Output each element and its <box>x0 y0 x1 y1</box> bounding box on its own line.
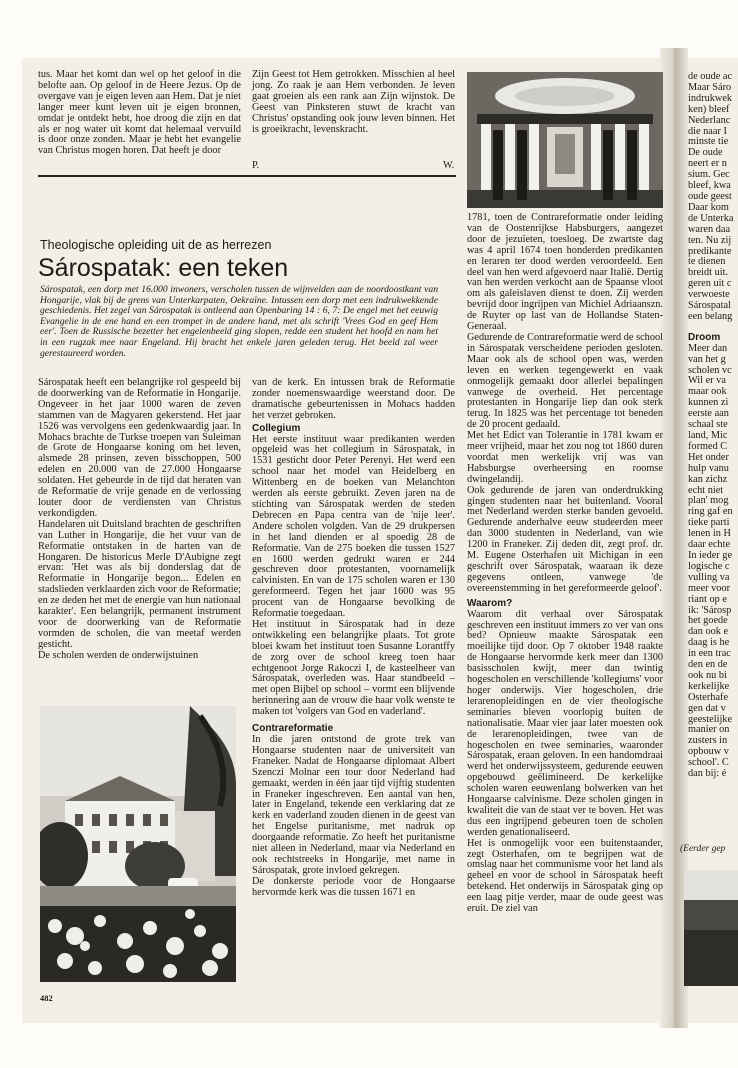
paragraph: Het eerste instituut waar predikanten werden opgeleid was het collegium in Sárospatak, in 1531 gesticht door Peter Perenyi. Het werd een school naar het model van Heidelberg en Wittenberg en de boeken van Melanchton werden als eerste gebruikt. Zeven jaren na de stichting van Sárospatak werden de steden Debrecen en Papa centra van de 'nije leer'. Andere scholen volgden. Van de 29 drukpersen in het land dienden er al spoedig 28 de Reformatie. Van de 275 boeken die tussen 1527 en 1600 werden gedrukt waren er 244 geschreven door protestanten, voornamelijk calvinisten. En van de 175 scholen waren er 130 gereformeerd. Tegen het jaar 1600 was 95 procent van de Hongaarse bevolking de Reformatie toegedaan. <box>252 433 455 620</box>
paragraph: Gedurende de Contrareformatie werd de school in Sárospatak verscheidene perioden gesloten. Maar ook als de school open was, werden leven en werken tegengewerkt en vaak onmogelijk gemaakt door allerlei bepalingen vanwege de overheid. Het percentage protestanten in Hongarije liep dan ook sterk terug. In 1825 was het percentage tot beneden de 20 procent gedaald. <box>467 331 663 431</box>
article-divider <box>38 175 456 177</box>
article-col1 <box>38 378 241 662</box>
article-col3 <box>467 213 663 915</box>
subheading-contrareformatie: Contrareformatie <box>252 723 334 735</box>
signature-left: P. <box>252 160 260 171</box>
paragraph: Waarom dit verhaal over Sárospatak geschreven een instituut immers zo ver van ons bed? Opnieuw maakte Sárospatak een moeilijke tijd door. Op 7 oktober 1948 raakte de Hongaarse hervormde kerk meer dan 1300 basisscholen kwijt, meer dan twintig hogescholen en verschillende 'kollegiums' voor hoger onderwijs. Vier hogescholen, drie lerarenopleidingen en de vier theologische seminaries bleven voorlopig buiten de nationalisatie. Maar vier jaar later moesten ook de lerarenopleidingen, twee van de hogescholen en twee seminaries, waaronder Sárospatak, eraan geloven. In een handomdraai werd het onderwijssysteem, gedurende eeuwen opgebouwd geëlimineerd. De kerkelijke scholen waren eeuwenlang bolwerken van het Hongaarse calvinisme. Deze scholen gingen in kwaliteit die van de staat ver te boven. Het was dus een ingrijpend gebeuren toen de scholen werden genationaliseerd. <box>467 608 663 838</box>
paragraph: De donkerste periode voor de Hongaarse hervormde kerk was die tussen 1671 en <box>252 875 455 898</box>
school-building-photo <box>40 706 236 982</box>
paragraph: Het instituut in Sárospatak had in deze ontwikkeling een belangrijke plaats. Tot grote bloei kwam het instituut toen Susanne Lorantffy de zorg over de school kreeg toen haar echtgenoot Jorge Rakoczi I, de kasteelheer van Sárospatak, overleden was. Haar standbeeld – met open Bijbel op school – vormt een blijvende herinnering aan de vrouw die haar volk wenste te maken tot 'volgers van God en vaderland'. <box>252 618 456 718</box>
paragraph: Handelaren uit Duitsland brachten de geschriften van Luther in Hongarije, die het vuur van de Reformatie ontstaken in de harten van de Hongaren. De historicus Merle D'Aubigne zegt ervan: 'Het was als bij donderslag dat de Reformatie in Hongarije begon... Edelen en stadslieden verklaarden zich voor de Reformatie; en ze deden het met de energie van hun nationaal karakter'. Een belangrijk, permanent instrument voor de doorwerking van de Reformatie vormden de scholen, die van meetaf werden gesticht. <box>38 518 241 650</box>
previous-article-col2 <box>252 70 455 135</box>
article-col2 <box>252 378 455 899</box>
landscape-photo <box>684 870 738 986</box>
paragraph: Sárospatak heeft een belangrijke rol gespeeld bij de doorwerking van de Reformatie in Hongarije. Ongeveer in het jaar 1000 waren de zeven stammen van de Magyaren gekerstend. Het jaar 1526 was vervolgens een gedenkwaardig jaar. In Mohacs brachte de Turkse troepen van Suleiman de Grote de Hongaarse koning om het leven, alsmede 28 prinsen, zeven bisschoppen, 500 edelen en 20.000 van de 27.000 Hongaarse soldaten. Het gebeurde in de tijd dat heraten van de Reformatie de vrije genade en de verlossing louter door de verdiensten van Christus verkondigden. <box>38 377 241 519</box>
page-number: 482 <box>40 993 53 1003</box>
headline: Sárospatak: een teken <box>38 254 289 282</box>
paragraph: Met het Edict van Tolerantie in 1781 kwam er meer vrijheid, maar het zou nog tot 1860 duren voordat men werkelijk vrij was van Habsburgse overheersing en roomse dwingelandij. <box>467 430 663 485</box>
paragraph: Ook gedurende de jaren van onderdrukking gingen studenten naar het buitenland. Vooral met Nederland werden sterke banden gevoeld. Gedurende anderhalve eeuw studeerden meer dan 3000 studenten in Nederland, van wie 1200 in Franeker. Zij deden dit, zegt prof. dr. M. Eugene Osterhafen uit Michigan in een geschrift over Sárospatak, waaraan ik deze gegevens ontleen, vanwege 'de overeenstemming in het gereformeerde geloof'. <box>467 484 663 594</box>
previous-article-text-2: Zijn Geest tot Hem getrokken. Misschien al heel jong. Zo raak je aan Hem verbonden. Je leven gaat groeien als een rank aan Zijn wijnstok. De Geest van Pinksteren stuwt de kracht van Christus' opstanding ook jouw leven binnen. Het is groeikracht, levenskracht. <box>252 69 455 135</box>
intro-paragraph: Sárospatak, een dorp met 16.000 inwoners, verscholen tussen de wijnvelden aan de noordoostkant van Hongarije, vlak bij de grens van Unterkarpaten, Oekraïne. Intussen een dorp met een indrukwekkende geschiedenis. Het zegel van Sárospatak is ontleend aan Openbaring 14 : 6, 7: De engel met het eeuwig Evangelie in de ene hand en een trompet in de andere hand, met als schrift 'Vrees God en geef Hem eer'. Toen de Russische bezetter het engelenbeeld ging slopen, redde een student het hoofd en nam het in een rugzak mee naar Engeland. Hij bracht het enkele jaren geleden terug. Het beeld zal weer gerestaureerd worden. <box>40 284 438 359</box>
paragraph: 1781, toen de Contrareformatie onder leiding van de Oostenrijkse Habsburgers, aangezet door de jezuïeten, toesloeg. De zwartste dag was 4 april 1674 toen honderden predikanten en leraren ter dood werden veroordeeld. Een deel van hen werd afgevoerd naar Italië. Dertig van hen werden verkocht aan de Spaanse vloot om als galeislaven dienst te doen. Zij werden bevrijd door ingrijpen van Michiel Adriaanszn. de Ruyter op last van de Hollandse Staten-Generaal. <box>467 212 663 333</box>
paragraph: de oude ac Maar Sáro indrukwek ken) bleef Nederlanc die naar I minste tie De oude neert er n sium. Gec bleef, kwa oude geest Daar kom de Unterka waren daa ten. Nu zij predikante te dienen breidt uit. geren uit c verwoeste Sárospatal een belang <box>688 72 734 322</box>
previous-article-col1 <box>38 70 241 157</box>
church-interior-photo <box>467 72 663 208</box>
paragraph: Meer dan van het g scholen vc Wil er va maar ook kunnen zi eerste aan schaal ste land, Mic formed C Het onder hulp vanu kan zichz echt niet plan' mog ring gaf en tieke parti lenen in H daar echte In ieder ge logische c vulling va meer voor riant op e ik: 'Sárosp het goede dan ook e daag is he in een trac den en de ook nu bi kerkelijke Osterhafe gen dat v geestelijke manier on zusters in opbouw v school'. C dan bij: é <box>688 342 733 780</box>
article-col4 <box>688 72 736 780</box>
signature-right: W. <box>443 160 455 171</box>
paragraph: De scholen werden de onderwijstuinen <box>38 649 199 661</box>
section-label: Theologische opleiding uit de as herrezen <box>40 238 272 252</box>
subheading-droom: Droom <box>688 331 721 343</box>
paragraph: In die jaren ontstond de grote trek van Hongaarse studenten naar de universiteit van Franeker. Nadat de Hongaarse diplomaat Albert Szenczi Molnar een tour door Nederland had gemaakt, werden in één jaar tijd vijftig studenten in Franeker ingeschreven. Een aantal van hen, later in Engeland, tekende een verklaring dat ze kerk en vaderland zouden dienen in de geest van het Engelse puritanisme, met nadruk op doorgaande reformatie. Zo heeft het puritanisme niet alleen in Nederland, maar via Nederland en ook rechtstreeks in Hongarije, met name in Sárospatak, grote invloed gekregen. <box>252 734 455 876</box>
photo-caption: (Eerder gep <box>680 844 726 854</box>
subheading-waarom: Waarom? <box>467 597 513 609</box>
subheading-collegium: Collegium <box>252 422 301 434</box>
paragraph: Het is onmogelijk voor een buitenstaander, zegt Osterhafen, om te begrijpen wat de omslag naar het communisme voor het land als geheel en voor de school in Sárospatak heeft betekend. Het onderwijs in Sárospatak ging op een laag pitje verder, maar de oude geest was eruit. De ziel van <box>467 837 663 915</box>
paragraph: van de kerk. En intussen brak de Reformatie zonder noemenswaardige weerstand door. De dramatische gebeurtenissen in Mohacs hadden het verzet gebroken. <box>252 377 455 421</box>
previous-article-text-1: tus. Maar het komt dan wel op het geloof in die belofte aan. Op geloof in de Heere Jezus. Op de overgave van je eigen leven aan Hem. Dat je niet langer meer kunt leven uit je eigen bronnen, omdat je ontdekt hebt, hoe droog die zijn en dat als er nog water uit komt dat helemaal vervuild is door onze zonden. Maar je hebt het evangelie van Christus mogen horen. Dat heeft je door <box>38 69 241 157</box>
